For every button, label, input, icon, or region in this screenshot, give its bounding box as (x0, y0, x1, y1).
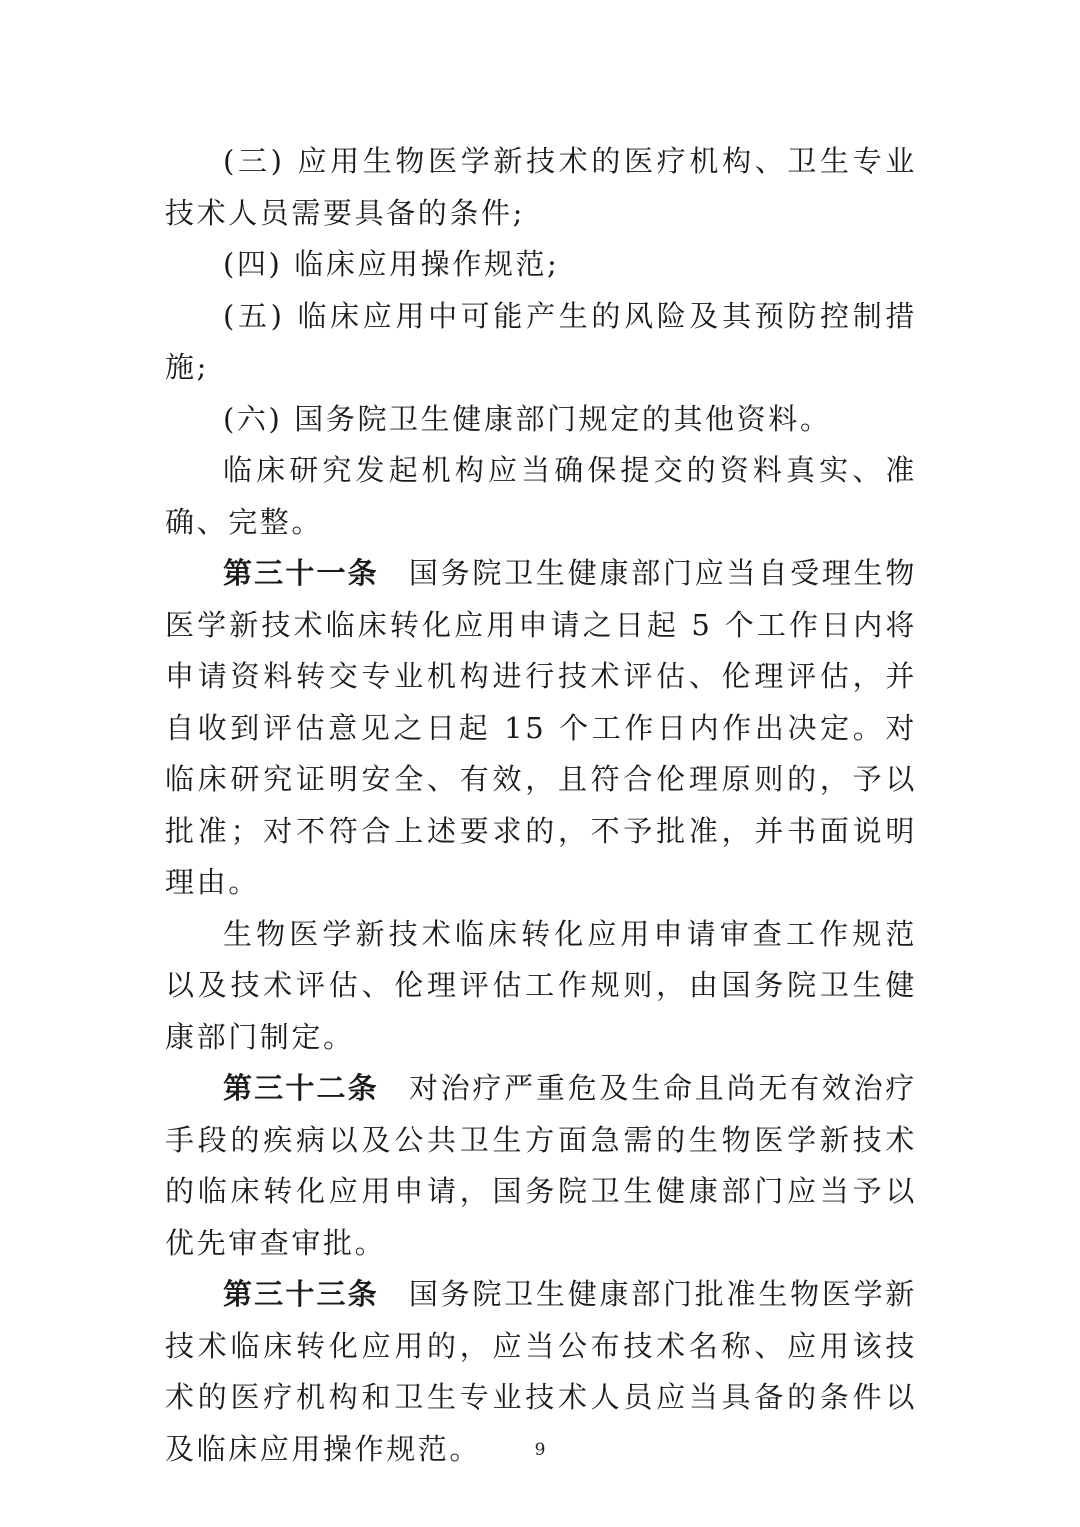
page-number: 9 (534, 1440, 546, 1460)
article-heading: 第三十二条 (223, 1071, 379, 1105)
article-heading: 第三十三条 (223, 1277, 379, 1311)
article-31 (165, 548, 917, 909)
paragraph-assurance (165, 445, 917, 548)
paragraph-text: 国务院卫生健康部门应当自受理生物医学新技术临床转化应用申请之日起 5 个工作日内将申请资料转交专业机构进行技术评估、伦理评估，并自收到评估意见之日起 15 个工作日内作出决定。对临床研究证明安全、有效，且符合伦理原则的，予以批准；对不符合上述要求的，不予批准，并书面说明理由。 (165, 556, 917, 899)
paragraph-review-rules (165, 909, 917, 1064)
document-body (165, 136, 917, 1475)
paragraph-item-5 (165, 291, 917, 394)
paragraph-text: 国务院卫生健康部门批准生物医学新技术临床转化应用的，应当公布技术名称、应用该技术的医疗机构和卫生专业技术人员应当具备的条件以及临床应用操作规范。 (165, 1277, 917, 1466)
paragraph-item-3 (165, 136, 917, 239)
paragraph-item-6 (165, 394, 917, 446)
paragraph-text: (五) 临床应用中可能产生的风险及其预防控制措施; (165, 298, 917, 384)
paragraph-text: (四) 临床应用操作规范; (223, 247, 560, 281)
paragraph-text: (六) 国务院卫生健康部门规定的其他资料。 (223, 401, 832, 436)
paragraph-text: 临床研究发起机构应当确保提交的资料真实、准确、完整。 (165, 453, 917, 539)
article-32 (165, 1063, 917, 1269)
paragraph-text: 生物医学新技术临床转化应用申请审查工作规范以及技术评估、伦理评估工作规则，由国务院卫生健康部门制定。 (165, 916, 917, 1054)
paragraph-text: 对治疗严重危及生命且尚无有效治疗手段的疾病以及公共卫生方面急需的生物医学新技术的临床转化应用申请，国务院卫生健康部门应当予以优先审查审批。 (165, 1071, 917, 1260)
paragraph-item-4 (165, 239, 917, 291)
article-heading: 第三十一条 (223, 556, 379, 590)
paragraph-text: (三) 应用生物医学新技术的医疗机构、卫生专业技术人员需要具备的条件; (165, 144, 917, 230)
